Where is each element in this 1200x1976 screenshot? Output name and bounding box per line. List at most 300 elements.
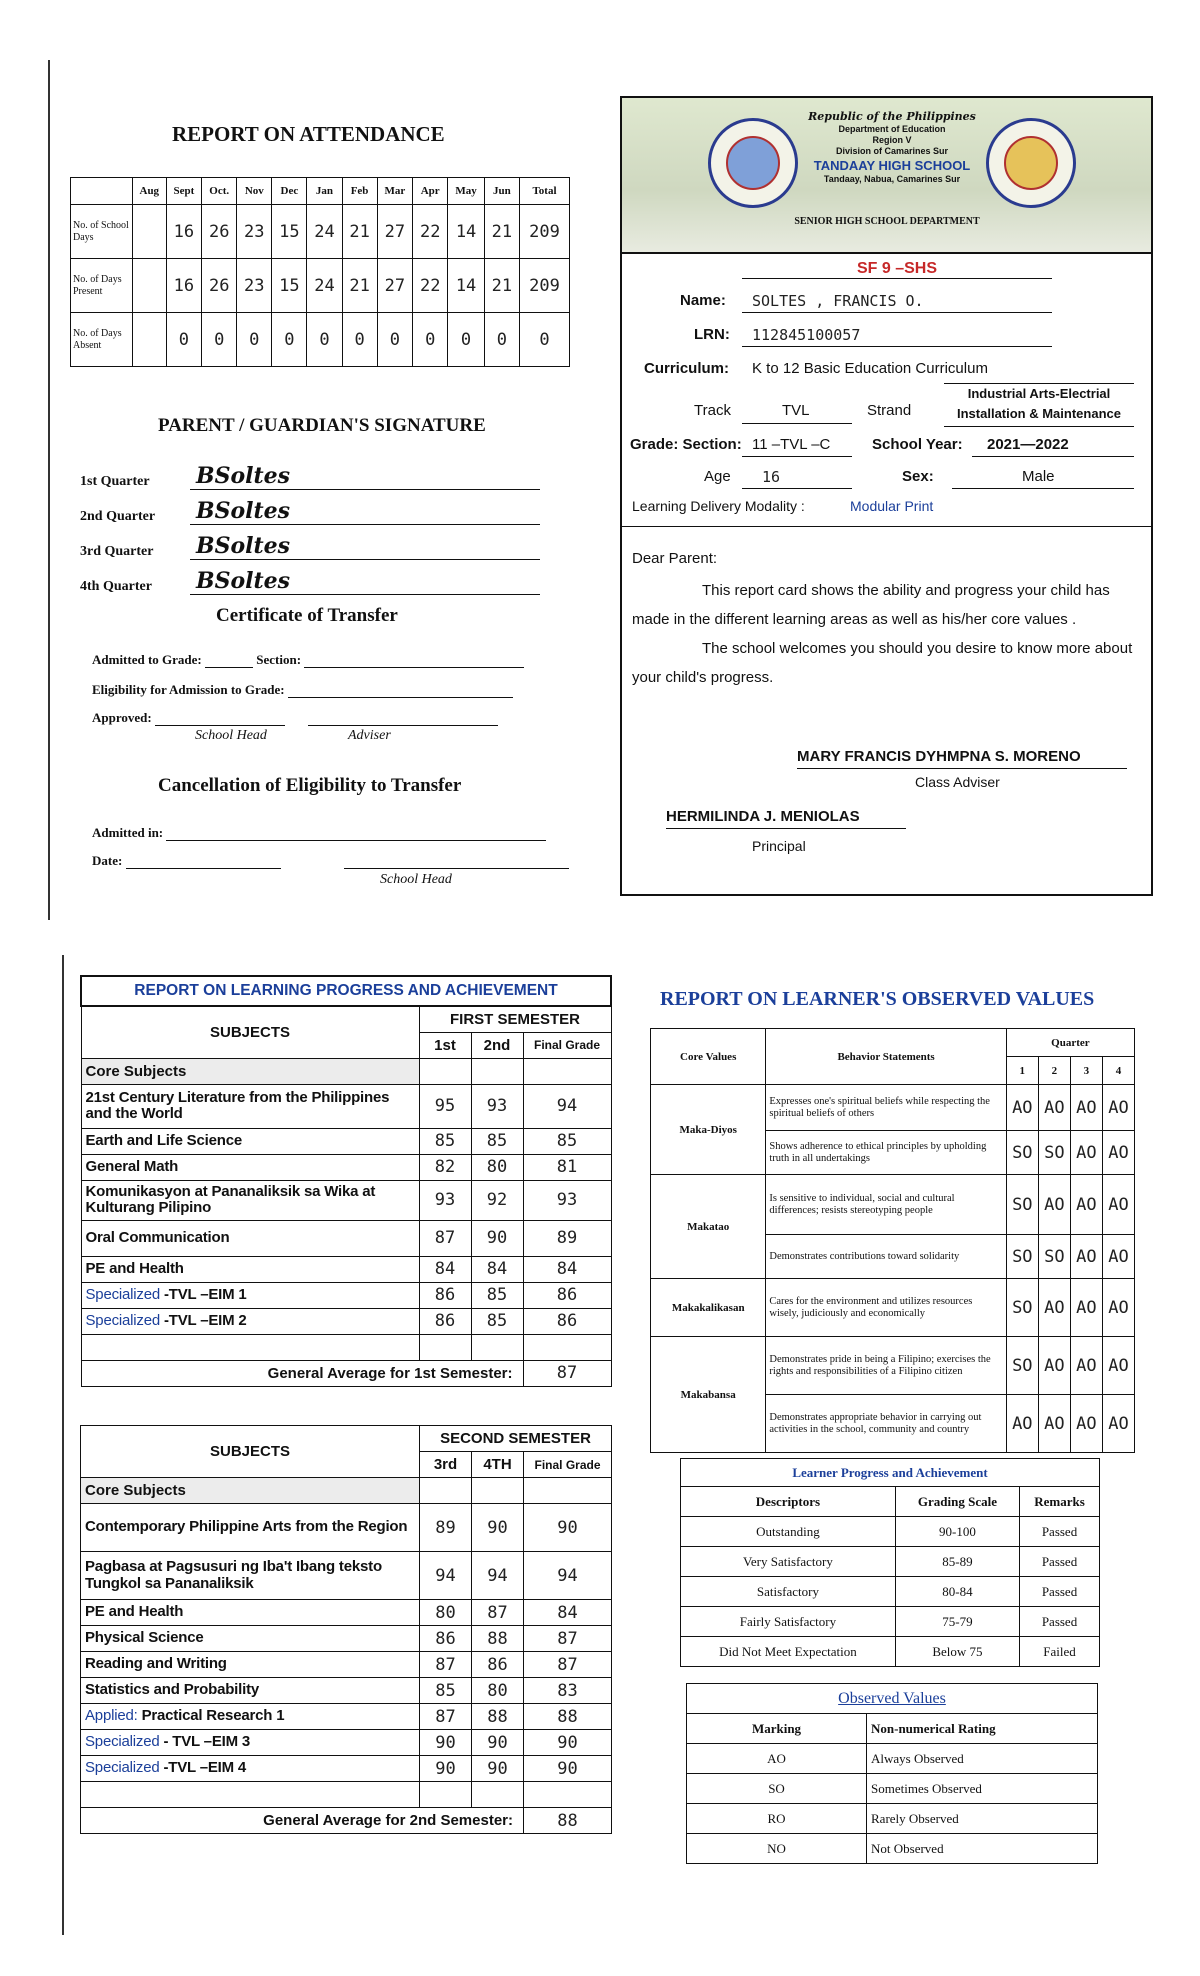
grade: 93 (419, 1180, 471, 1220)
subject-row (81, 1128, 611, 1154)
division-line: Division of Camarines Sur (835, 146, 949, 157)
school-address: Tandaay, Nabua, Camarines Sur (823, 173, 961, 184)
subject-name: Pagbasa at Pagsusuri ng Iba't Ibang teksto Tungkol sa Pananaliksik (81, 1552, 420, 1600)
behavior-row (651, 1279, 1135, 1337)
rating-text: Not Observed (867, 1834, 1098, 1864)
school-head-caption: School Head (380, 872, 452, 887)
cell (523, 1334, 611, 1360)
cell: 15 (272, 259, 307, 313)
parent-signature: BSoltes (196, 498, 291, 524)
rating: AO (1006, 1085, 1038, 1131)
category-row (81, 1058, 611, 1084)
grade: 86 (420, 1626, 472, 1652)
dear-parent: Dear Parent: (632, 550, 718, 567)
adviser-name: MARY FRANCIS DYHMPNA S. MORENO (797, 748, 1081, 765)
core-values-table (650, 1028, 1135, 1453)
rating: AO (1038, 1279, 1070, 1337)
remarks: Failed (1020, 1637, 1100, 1667)
grade: 94 (472, 1552, 524, 1600)
subject-suffix: - TVL –EIM 3 (163, 1733, 250, 1751)
sem2-header-row (81, 1426, 612, 1452)
curriculum-value: K to 12 Basic Education Curriculum (752, 360, 988, 377)
cell (419, 1334, 471, 1360)
rating-text: Rarely Observed (867, 1804, 1098, 1834)
cell: 0 (166, 313, 202, 367)
school-year-value: 2021—2022 (987, 436, 1069, 453)
letter-body (632, 576, 1142, 692)
row-label: No. of School Days (71, 205, 133, 259)
rating: AO (1006, 1395, 1038, 1453)
parent-signature: BSoltes (196, 463, 291, 489)
month-header: Mar (377, 178, 413, 205)
marking: NO (687, 1834, 867, 1864)
cancellation-title: Cancellation of Eligibility to Transfer (158, 775, 462, 796)
average-row (81, 1808, 612, 1834)
signature-line (190, 463, 540, 490)
track-line (742, 423, 852, 424)
progress-title: REPORT ON LEARNING PROGRESS AND ACHIEVEMENT (81, 976, 611, 1006)
cell: 0 (413, 313, 448, 367)
admitted-grade-label: Admitted to Grade: (92, 652, 202, 667)
cell (523, 1058, 611, 1084)
rating: AO (1070, 1337, 1102, 1395)
month-header: Aug (133, 178, 167, 205)
sem1-header: FIRST SEMESTER (419, 1006, 611, 1032)
lpa-row (681, 1607, 1100, 1637)
blank-line (304, 656, 524, 668)
subject-suffix: -TVL –EIM 2 (163, 1311, 247, 1329)
subject-row (81, 1084, 611, 1128)
form-title: SF 9 –SHS (742, 260, 1052, 279)
grade: 80 (420, 1600, 472, 1626)
row-label: No. of Days Absent (71, 313, 133, 367)
cell: 0 (272, 313, 307, 367)
lpa-title-row (681, 1459, 1100, 1487)
grading-scale: 85-89 (895, 1547, 1019, 1577)
cell: 21 (342, 259, 377, 313)
subject-name: Contemporary Philippine Arts from the Region (81, 1504, 420, 1552)
sy-line (972, 456, 1134, 457)
quarter-num: 2 (1038, 1057, 1070, 1085)
blank-line (126, 857, 281, 869)
rating: AO (1102, 1175, 1134, 1235)
month-header: Jun (484, 178, 519, 205)
cell: 209 (520, 259, 570, 313)
lpa-row (681, 1517, 1100, 1547)
col-header: 4TH (472, 1452, 524, 1478)
name-line (742, 312, 1052, 313)
lpa-header: Descriptors (681, 1487, 896, 1517)
mk-row (687, 1834, 1098, 1864)
cell (472, 1478, 524, 1504)
final-grade: 87 (524, 1626, 612, 1652)
month-header: Feb (342, 178, 377, 205)
region-line: Region V (872, 135, 912, 145)
behavior-statement: Demonstrates pride in being a Filipino; exercises the rights and responsibilities of a Filipino citizen (766, 1337, 1006, 1395)
rating: AO (1070, 1395, 1102, 1453)
subject-row (81, 1678, 612, 1704)
grade: 87 (472, 1600, 524, 1626)
subject-name: Oral Communication (81, 1220, 419, 1256)
rating: AO (1070, 1175, 1102, 1235)
lpa-title: Learner Progress and Achievement (681, 1459, 1100, 1487)
sem2-header: SECOND SEMESTER (420, 1426, 612, 1452)
blank-line (205, 656, 253, 668)
rating: AO (1102, 1235, 1134, 1279)
behavior-statement: Expresses one's spiritual beliefs while respecting the spiritual beliefs of others (766, 1085, 1006, 1131)
second-semester-table (80, 1425, 612, 1834)
cell: 21 (342, 205, 377, 259)
admitted-grade-row (92, 652, 524, 668)
core-value: Makabansa (651, 1337, 766, 1453)
rating: SO (1006, 1235, 1038, 1279)
cell: 16 (166, 259, 202, 313)
cell (81, 1782, 420, 1808)
observed-values-title: REPORT ON LEARNER'S OBSERVED VALUES (660, 988, 1095, 1010)
final-grade: 86 (523, 1308, 611, 1334)
deped-seal-icon (708, 118, 798, 208)
quarter-signature-row (80, 533, 540, 560)
strand-line-bottom (944, 426, 1134, 427)
blank-line (155, 714, 285, 726)
cell (133, 205, 167, 259)
cv-header-row (651, 1029, 1135, 1057)
grade: 90 (472, 1756, 524, 1782)
grade-section-value: 11 –TVL –C (752, 436, 831, 453)
mk-title-row (687, 1684, 1098, 1714)
signature-line (190, 568, 540, 595)
rating: AO (1038, 1175, 1070, 1235)
grade: 94 (420, 1552, 472, 1600)
rating: SO (1038, 1235, 1070, 1279)
cell: 24 (307, 259, 342, 313)
core-value: Maka-Diyos (651, 1085, 766, 1175)
rating: AO (1070, 1235, 1102, 1279)
core-value: Makatao (651, 1175, 766, 1279)
subject-row (81, 1220, 611, 1256)
subject-row (81, 1282, 611, 1308)
lrn-line (742, 346, 1052, 347)
cell (524, 1478, 612, 1504)
col-header: Final Grade (523, 1032, 611, 1058)
mk-row (687, 1774, 1098, 1804)
cell: 22 (413, 205, 448, 259)
behavior-row (651, 1085, 1135, 1131)
blank-line (288, 686, 513, 698)
quarter-num: 3 (1070, 1057, 1102, 1085)
attendance-header-row (71, 178, 570, 205)
parent-signature-title: PARENT / GUARDIAN'S SIGNATURE (158, 415, 486, 436)
final-grade: 85 (523, 1128, 611, 1154)
lrn-label: LRN: (694, 326, 730, 343)
subject-name (81, 1282, 419, 1308)
cell: 21 (484, 205, 519, 259)
average-row (81, 1360, 611, 1386)
subject-name: Komunikasyon at Pananaliksik sa Wika at Kulturang Pilipino (81, 1180, 419, 1220)
cell: 0 (377, 313, 413, 367)
mk-row (687, 1744, 1098, 1774)
school-days-row (71, 205, 570, 259)
subject-row (81, 1504, 612, 1552)
cell (420, 1478, 472, 1504)
header-text (792, 110, 992, 185)
grade: 90 (420, 1756, 472, 1782)
sex-line (952, 488, 1134, 489)
rating: AO (1070, 1085, 1102, 1131)
rating: SO (1006, 1279, 1038, 1337)
mk-header-row (687, 1714, 1098, 1744)
strand-line-top (944, 383, 1134, 384)
grade: 84 (471, 1256, 523, 1282)
subject-prefix: Applied: (85, 1707, 138, 1725)
subject-row (81, 1256, 611, 1282)
date-row (92, 853, 569, 869)
subjects-header: SUBJECTS (81, 1006, 419, 1058)
days-present-row (71, 259, 570, 313)
rating: AO (1070, 1279, 1102, 1337)
grade: 90 (471, 1220, 523, 1256)
subject-row (81, 1652, 612, 1678)
curriculum-label: Curriculum: (644, 360, 730, 377)
attendance-corner (71, 178, 133, 205)
signature-line (190, 498, 540, 525)
grade: 90 (420, 1730, 472, 1756)
behavior-statement: Is sensitive to individual, social and cultural differences; resists stereotyping people (766, 1175, 1006, 1235)
empty-row (81, 1334, 611, 1360)
core-value: Makakalikasan (651, 1279, 766, 1337)
grade: 80 (471, 1154, 523, 1180)
subject-suffix: Practical Research 1 (141, 1707, 285, 1725)
final-grade: 94 (524, 1552, 612, 1600)
subject-row (81, 1180, 611, 1220)
lrn-value: 112845100057 (752, 326, 861, 344)
cell: 15 (272, 205, 307, 259)
cell: 0 (307, 313, 342, 367)
lpa-header-row (681, 1487, 1100, 1517)
general-average: 88 (524, 1808, 612, 1834)
cell (81, 1334, 419, 1360)
core-values-header: Core Values (651, 1029, 766, 1085)
subject-row (81, 1730, 612, 1756)
sem1-header-row (81, 1006, 611, 1032)
quarter-num: 1 (1006, 1057, 1038, 1085)
department-name: SENIOR HIGH SCHOOL DEPARTMENT (794, 216, 980, 227)
quarter-signature-row (80, 568, 540, 595)
subject-name: Statistics and Probability (81, 1678, 420, 1704)
cell: 22 (413, 259, 448, 313)
month-header: Dec (272, 178, 307, 205)
date-label: Date: (92, 853, 123, 868)
cell: 0 (520, 313, 570, 367)
descriptor: Did Not Meet Expectation (681, 1637, 896, 1667)
approved-row (92, 710, 498, 726)
sex-label: Sex: (902, 468, 934, 485)
month-header: Jan (307, 178, 342, 205)
observed-values-panel (650, 988, 1160, 1868)
parent-signature: BSoltes (196, 533, 291, 559)
school-head-caption: School Head (195, 728, 267, 743)
cell (133, 313, 167, 367)
final-grade: 86 (523, 1282, 611, 1308)
age-value: 16 (762, 468, 781, 486)
attendance-title: REPORT ON ATTENDANCE (172, 122, 445, 146)
quarter-label: 3rd Quarter (80, 544, 154, 559)
average-label: General Average for 1st Semester: (81, 1360, 523, 1386)
rating-text: Always Observed (867, 1744, 1098, 1774)
marking: AO (687, 1744, 867, 1774)
total-header: Total (520, 178, 570, 205)
quarter-label: 1st Quarter (80, 474, 150, 489)
cell: 14 (448, 259, 485, 313)
progress-title-row (81, 976, 611, 1006)
subject-name (81, 1704, 420, 1730)
behavior-statement: Shows adherence to ethical principles by upholding truth in all undertakings (766, 1131, 1006, 1175)
strand-value: Industrial Arts-Electrial Installation & Maintenance (957, 386, 1121, 421)
subject-name (81, 1730, 420, 1756)
quarter-label: 2nd Quarter (80, 509, 156, 524)
cell: 23 (237, 205, 272, 259)
subject-name (81, 1756, 420, 1782)
cell: 27 (377, 205, 413, 259)
modality-value: Modular Print (850, 498, 934, 514)
col-header: 3rd (420, 1452, 472, 1478)
final-grade: 88 (524, 1704, 612, 1730)
adviser-title: Class Adviser (915, 774, 1000, 790)
admitted-in-row (92, 825, 546, 841)
grade: 84 (419, 1256, 471, 1282)
cell (472, 1782, 524, 1808)
subject-row (81, 1600, 612, 1626)
blank-line (166, 829, 546, 841)
behavior-header: Behavior Statements (766, 1029, 1006, 1085)
grade-section-label: Grade: Section: (630, 436, 742, 453)
row-label: No. of Days Present (71, 259, 133, 313)
quarter-label: 4th Quarter (80, 579, 152, 594)
lpa-row (681, 1577, 1100, 1607)
final-grade: 87 (524, 1652, 612, 1678)
month-header: Sept (166, 178, 202, 205)
grade: 86 (419, 1282, 471, 1308)
general-average: 87 (523, 1360, 611, 1386)
col-header: Final Grade (524, 1452, 612, 1478)
strand-label: Strand (867, 402, 912, 419)
cell: 0 (342, 313, 377, 367)
certificate-of-transfer-title: Certificate of Transfer (216, 605, 398, 626)
final-grade: 84 (524, 1600, 612, 1626)
principal-title: Principal (752, 838, 806, 854)
subjects-header: SUBJECTS (81, 1426, 420, 1478)
behavior-statement: Demonstrates appropriate behavior in carrying out activities in the school, community and country (766, 1395, 1006, 1453)
grade: 95 (419, 1084, 471, 1128)
approved-label: Approved: (92, 710, 152, 725)
grade: 87 (420, 1704, 472, 1730)
grade: 92 (471, 1180, 523, 1220)
grade: 82 (419, 1154, 471, 1180)
subject-prefix: Specialized (85, 1311, 161, 1329)
subject-row (81, 1154, 611, 1180)
final-grade: 90 (524, 1730, 612, 1756)
month-header: May (448, 178, 485, 205)
marking-table (686, 1683, 1098, 1864)
grade: 89 (420, 1504, 472, 1552)
learning-progress-panel (62, 955, 622, 1935)
cell (471, 1334, 523, 1360)
section-label: Section: (256, 652, 302, 667)
subject-name: Reading and Writing (81, 1652, 420, 1678)
track-value: TVL (782, 402, 810, 419)
final-grade: 90 (524, 1756, 612, 1782)
descriptor: Satisfactory (681, 1577, 896, 1607)
subject-name: Physical Science (81, 1626, 420, 1652)
learner-progress-table (680, 1458, 1100, 1667)
adviser-caption: Adviser (348, 728, 391, 743)
age-line (742, 488, 852, 489)
remarks: Passed (1020, 1517, 1100, 1547)
final-grade: 94 (523, 1084, 611, 1128)
report-card-cover (620, 96, 1153, 896)
subject-row (81, 1756, 612, 1782)
modality-label: Learning Delivery Modality : (632, 498, 805, 514)
month-header: Apr (413, 178, 448, 205)
principal-name: HERMILINDA J. MENIOLAS (666, 808, 860, 825)
grade: 85 (471, 1282, 523, 1308)
letter-paragraph: This report card shows the ability and progress your child has made in the different learning areas as well as his/her core values . (632, 582, 1110, 628)
republic-line: Republic of the Philippines (808, 110, 976, 123)
days-absent-row (71, 313, 570, 367)
age-label: Age (704, 468, 731, 485)
month-header: Nov (237, 178, 272, 205)
descriptor: Fairly Satisfactory (681, 1607, 896, 1637)
rating: AO (1038, 1337, 1070, 1395)
sex-value: Male (1022, 468, 1055, 485)
col-header: 2nd (471, 1032, 523, 1058)
admitted-in-label: Admitted in: (92, 825, 164, 840)
final-grade: 93 (523, 1180, 611, 1220)
cover-divider (622, 526, 1151, 527)
cell: 16 (166, 205, 202, 259)
final-grade: 83 (524, 1678, 612, 1704)
grade: 85 (420, 1678, 472, 1704)
grading-scale: 80-84 (895, 1577, 1019, 1607)
rating: SO (1006, 1131, 1038, 1175)
lpa-row (681, 1637, 1100, 1667)
cell: 21 (484, 259, 519, 313)
final-grade: 90 (524, 1504, 612, 1552)
mk-header: Marking (687, 1714, 867, 1744)
cell: 0 (484, 313, 519, 367)
mk-row (687, 1804, 1098, 1834)
cell: 24 (307, 205, 342, 259)
remarks: Passed (1020, 1607, 1100, 1637)
grade-line (742, 456, 852, 457)
quarter-signature-row (80, 463, 540, 490)
remarks: Passed (1020, 1547, 1100, 1577)
rating: AO (1102, 1279, 1134, 1337)
quarter-header: Quarter (1006, 1029, 1134, 1057)
lpa-row (681, 1547, 1100, 1577)
category-label: Core Subjects (81, 1478, 420, 1504)
final-grade: 81 (523, 1154, 611, 1180)
blank-line (344, 857, 569, 869)
lpa-header: Remarks (1020, 1487, 1100, 1517)
rating: AO (1038, 1395, 1070, 1453)
marking: RO (687, 1804, 867, 1834)
cell (419, 1058, 471, 1084)
rating: AO (1070, 1131, 1102, 1175)
rating: AO (1102, 1395, 1134, 1453)
letter-paragraph: The school welcomes you should you desire to know more about your child's progress. (632, 640, 1133, 686)
subject-name: 21st Century Literature from the Philippines and the World (81, 1084, 419, 1128)
